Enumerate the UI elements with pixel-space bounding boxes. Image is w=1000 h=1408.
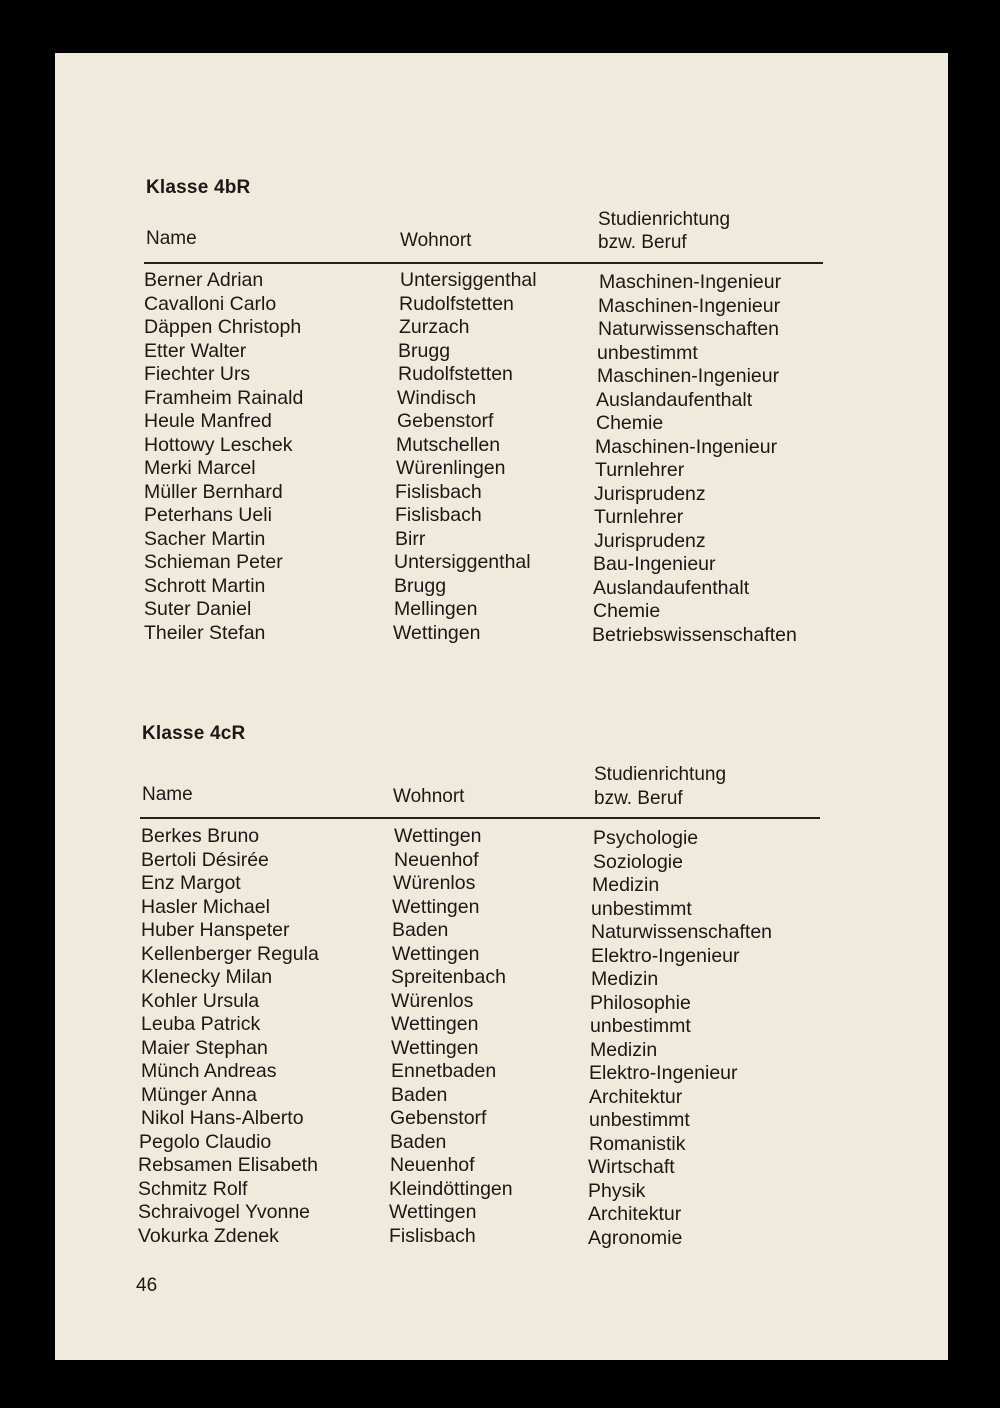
cell-beruf: Physik — [588, 1179, 646, 1202]
cell-name: Kellenberger Regula — [141, 942, 319, 965]
table-row — [144, 316, 844, 340]
table-rows — [144, 269, 844, 645]
cell-name: Peterhans Ueli — [144, 504, 272, 526]
document-page — [55, 53, 948, 1360]
cell-beruf: Maschinen-Ingenieur — [599, 271, 782, 293]
table-row — [144, 434, 844, 458]
cell-wohnort: Neuenhof — [394, 848, 479, 871]
table-row — [141, 1107, 841, 1131]
cell-beruf: Agronomie — [588, 1226, 683, 1249]
table-row — [141, 966, 841, 990]
cell-wohnort: Rudolfstetten — [399, 292, 514, 315]
cell-beruf: Architektur — [588, 1203, 682, 1225]
table-row — [144, 269, 844, 293]
table-row — [141, 1131, 841, 1155]
column-header-name: Name — [142, 784, 193, 805]
cell-beruf: Architektur — [589, 1085, 683, 1108]
cell-name: Theiler Stefan — [144, 621, 266, 644]
table-row — [144, 340, 844, 364]
column-header-studien-line1: Studienrichtung — [598, 209, 731, 230]
cell-wohnort: Mutschellen — [396, 433, 501, 456]
section-title: Klasse 4bR — [146, 177, 251, 198]
cell-wohnort: Wettingen — [391, 1036, 479, 1059]
cell-name: Enz Margot — [141, 872, 241, 894]
cell-name: Hottowy Leschek — [144, 433, 293, 456]
cell-name: Schieman Peter — [144, 551, 283, 573]
table-row — [144, 410, 844, 434]
cell-beruf: Naturwissenschaften — [591, 921, 773, 943]
table-row — [141, 990, 841, 1014]
header-rule — [140, 817, 820, 819]
cell-name: Maier Stephan — [141, 1036, 268, 1059]
table-row — [141, 872, 841, 896]
cell-wohnort: Gebenstorf — [390, 1107, 487, 1129]
cell-wohnort: Windisch — [397, 386, 477, 409]
cell-wohnort: Kleindöttingen — [389, 1177, 513, 1200]
table-row — [141, 849, 841, 873]
cell-beruf: Jurisprudenz — [594, 529, 706, 552]
cell-name: Fiechter Urs — [144, 363, 251, 385]
cell-beruf: unbestimmt — [591, 897, 692, 920]
cell-beruf: Elektro-Ingenieur — [591, 944, 740, 967]
cell-beruf: Naturwissenschaften — [598, 318, 780, 340]
cell-name: Hasler Michael — [141, 895, 270, 918]
cell-beruf: Bau-Ingenieur — [593, 553, 716, 575]
table-row — [144, 457, 844, 481]
cell-beruf: Jurisprudenz — [594, 482, 706, 505]
cell-wohnort: Fislisbach — [389, 1224, 476, 1247]
table-row — [141, 919, 841, 943]
cell-wohnort: Brugg — [394, 574, 447, 597]
cell-name: Huber Hanspeter — [141, 919, 290, 941]
cell-wohnort: Würenlos — [393, 872, 476, 894]
cell-beruf: Chemie — [593, 600, 661, 622]
cell-name: Schmitz Rolf — [138, 1177, 248, 1200]
cell-beruf: Chemie — [596, 412, 664, 434]
cell-name: Münch Andreas — [141, 1060, 277, 1082]
table-row — [144, 528, 844, 552]
cell-name: Suter Daniel — [144, 598, 252, 620]
cell-name: Nikol Hans-Alberto — [141, 1107, 304, 1129]
table-row — [138, 1177, 841, 1202]
cell-wohnort: Untersiggenthal — [400, 269, 537, 291]
cell-wohnort: Wettingen — [391, 1013, 479, 1035]
cell-wohnort: Wettingen — [389, 1201, 477, 1223]
cell-beruf: unbestimmt — [589, 1109, 690, 1131]
table-row — [144, 551, 844, 575]
cell-beruf: Elektro-Ingenieur — [589, 1062, 738, 1084]
cell-name: Cavalloni Carlo — [144, 292, 277, 315]
cell-wohnort: Zurzach — [399, 316, 470, 338]
cell-wohnort: Rudolfstetten — [398, 363, 513, 385]
table-row — [144, 293, 844, 317]
cell-name: Heule Manfred — [144, 410, 272, 432]
table-row — [141, 896, 841, 920]
cell-beruf: Auslandaufenthalt — [596, 388, 753, 411]
table-rows — [138, 825, 841, 1249]
cell-name: Berner Adrian — [144, 269, 264, 291]
cell-beruf: unbestimmt — [590, 1015, 691, 1037]
table-row — [144, 504, 844, 528]
cell-wohnort: Würenlingen — [396, 457, 506, 479]
cell-beruf: Medizin — [590, 1038, 658, 1061]
table-row — [144, 622, 844, 646]
cell-wohnort: Brugg — [398, 339, 451, 362]
cell-name: Framheim Rainald — [144, 386, 304, 409]
cell-beruf: Turnlehrer — [594, 506, 684, 528]
cell-wohnort: Baden — [392, 919, 449, 941]
cell-beruf: Turnlehrer — [595, 459, 685, 481]
cell-wohnort: Spreitenbach — [391, 966, 506, 988]
cell-name: Berkes Bruno — [141, 825, 260, 847]
column-header-name: Name — [146, 228, 197, 249]
cell-beruf: Auslandaufenthalt — [593, 576, 750, 599]
cell-name: Münger Anna — [141, 1083, 258, 1106]
cell-name: Pegolo Claudio — [139, 1130, 272, 1153]
cell-wohnort: Baden — [390, 1130, 447, 1153]
column-header-studien-line2: bzw. Beruf — [594, 788, 683, 809]
cell-beruf: unbestimmt — [597, 341, 698, 364]
cell-wohnort: Wettingen — [394, 825, 482, 847]
cell-name: Etter Walter — [144, 339, 247, 362]
cell-wohnort: Wettingen — [393, 621, 481, 644]
cell-name: Klenecky Milan — [141, 966, 273, 988]
table-row — [144, 481, 844, 505]
table-row — [138, 1201, 841, 1225]
table-row — [141, 1060, 841, 1084]
table-row — [144, 387, 844, 411]
cell-wohnort: Wettingen — [392, 942, 480, 965]
page-number: 46 — [136, 1275, 158, 1296]
header-rule — [144, 262, 823, 264]
table-row — [141, 1013, 841, 1037]
table-row — [141, 1037, 841, 1061]
table-row — [141, 1084, 841, 1108]
cell-name: Merki Marcel — [144, 457, 256, 479]
cell-beruf: Romanistik — [589, 1132, 686, 1155]
cell-beruf: Soziologie — [593, 850, 683, 873]
cell-name: Leuba Patrick — [141, 1013, 261, 1035]
column-header-studien-line2: bzw. Beruf — [598, 232, 687, 253]
cell-name: Schraivogel Yvonne — [138, 1201, 311, 1223]
section-title: Klasse 4cR — [142, 723, 246, 744]
cell-name: Rebsamen Elisabeth — [138, 1154, 318, 1176]
table-row — [141, 825, 841, 849]
cell-name: Schrott Martin — [144, 574, 266, 597]
cell-name: Bertoli Désirée — [141, 848, 269, 871]
cell-beruf: Betriebswissenschaften — [592, 623, 797, 646]
table-row — [138, 1154, 841, 1178]
cell-wohnort: Fislisbach — [395, 480, 482, 503]
cell-wohnort: Ennetbaden — [391, 1060, 497, 1082]
cell-beruf: Maschinen-Ingenieur — [598, 294, 781, 317]
cell-beruf: Wirtschaft — [588, 1156, 675, 1178]
cell-name: Müller Bernhard — [144, 480, 283, 503]
cell-wohnort: Wettingen — [392, 895, 480, 918]
cell-wohnort: Mellingen — [394, 598, 478, 620]
cell-beruf: Medizin — [592, 874, 660, 896]
table-row — [141, 943, 841, 967]
cell-wohnort: Birr — [395, 527, 426, 550]
cell-name: Däppen Christoph — [144, 316, 302, 338]
cell-wohnort: Würenlos — [391, 989, 474, 1012]
table-row — [144, 363, 844, 387]
cell-wohnort: Fislisbach — [395, 504, 482, 526]
cell-wohnort: Gebenstorf — [397, 410, 494, 432]
cell-beruf: Philosophie — [590, 991, 691, 1014]
table-row — [138, 1224, 841, 1249]
cell-beruf: Medizin — [591, 968, 659, 990]
cell-wohnort: Baden — [391, 1083, 448, 1106]
cell-name: Kohler Ursula — [141, 989, 260, 1012]
table-row — [144, 575, 844, 599]
cell-beruf: Maschinen-Ingenieur — [597, 365, 780, 387]
cell-name: Sacher Martin — [144, 527, 266, 550]
column-header-studien-line1: Studienrichtung — [594, 764, 727, 785]
column-header-wohnort: Wohnort — [400, 230, 472, 251]
cell-name: Vokurka Zdenek — [138, 1224, 279, 1247]
cell-wohnort: Untersiggenthal — [394, 551, 531, 573]
cell-beruf: Psychologie — [593, 827, 699, 849]
cell-wohnort: Neuenhof — [390, 1154, 475, 1176]
column-header-wohnort: Wohnort — [393, 786, 465, 807]
cell-beruf: Maschinen-Ingenieur — [595, 435, 778, 458]
table-row — [144, 598, 844, 622]
